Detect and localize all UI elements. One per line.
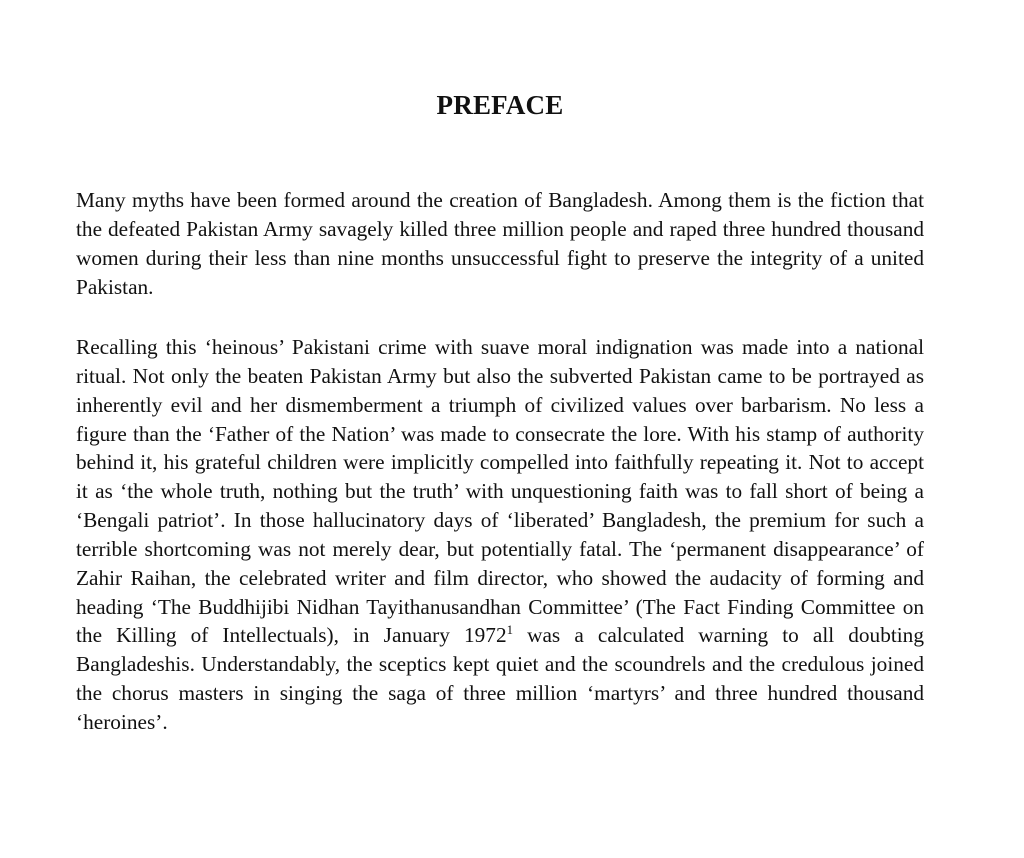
paragraph-2-text-end: was a calculated warning to all doubting Bangladeshis. Understandably, the sceptics kept quiet and the scoundrels and the credulous joined the chorus masters in singing the saga of three million ‘martyrs’ and three hundred thousand ‘heroines’.: [76, 623, 924, 734]
paragraph-2-text-start: Recalling this ‘heinous’ Pakistani crime with suave moral indignation was made into a national ritual. Not only the beaten Pakistan Army but also the subverted Pakistan came to be portrayed as inherently evil and her dismemberment a triumph of civilized values over barbarism. No less a figure than the ‘Father of the Nation’ was made to consecrate the lore. With his stamp of authority behind it, his grateful children were implicitly compelled into faithfully repeating it. Not to accept it as ‘the whole truth, nothing but the truth’ with unquestioning faith was to fall short of being a ‘Bengali patriot’. In those hallucinatory days of ‘liberated’ Bangladesh, the premium for such a terrible shortcoming was not merely dear, but potentially fatal. The ‘permanent disappearance’ of Zahir Raihan, the celebrated writer and film director, who showed the audacity of forming and heading ‘The Buddhijibi Nidhan Tayithanusandhan Committee’ (The Fact Finding Committee on the Killing of Intellectuals), in January 1972: [76, 335, 924, 648]
paragraph-1: Many myths have been formed around the creation of Bangladesh. Among them is the fiction that the defeated Pakistan Army savagely killed three million people and raped three hundred thousand women during their less than nine months unsuccessful fight to preserve the integrity of a united Pakistan.: [76, 188, 924, 299]
footnote-marker: 1: [506, 623, 513, 638]
paragraph-2: [76, 333, 924, 737]
page-title: PREFACE: [436, 90, 564, 120]
